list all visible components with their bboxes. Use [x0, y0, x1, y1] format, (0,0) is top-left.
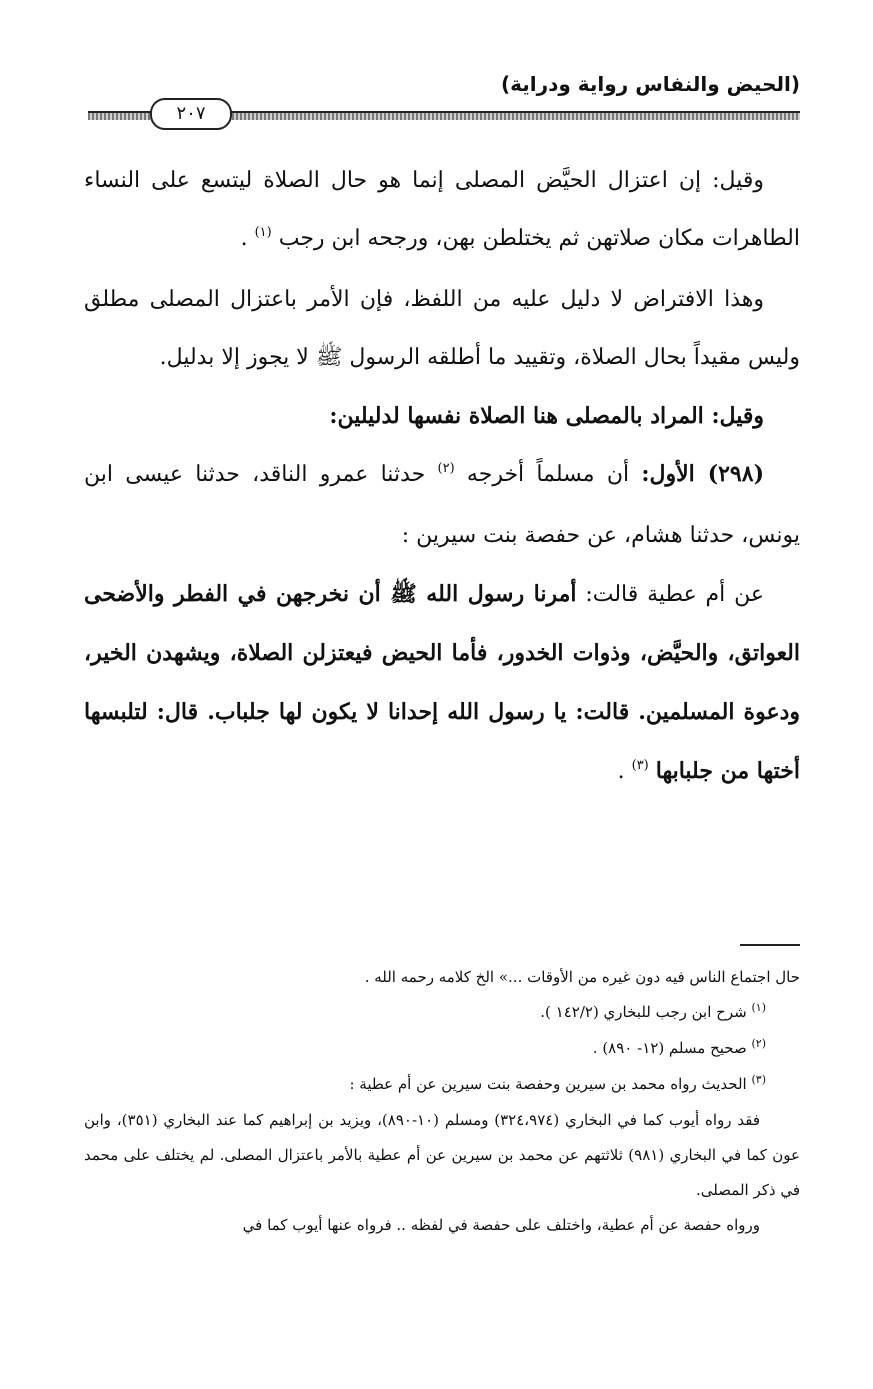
- footnote-ref-2: (٢): [437, 461, 455, 476]
- footnote-3-number: (٣): [751, 1073, 766, 1086]
- footnote-3-paragraph-2: ورواه حفصة عن أم عطية، واختلف على حفصة في لفظه .. فرواه عنها أيوب كما في: [242, 1216, 760, 1234]
- footnote-separator: [740, 944, 800, 946]
- paragraph-2: وهذا الافتراض لا دليل عليه من اللفظ، فإن الأمر باعتزال المصلى مطلق وليس مقيداً بحال الصلاة، وتقييد ما أطلقه الرسول ﷺ لا يجوز إلا بدليل.: [84, 287, 800, 370]
- footnote-2-text: صحيح مسلم (١٢- ٨٩٠) .: [592, 1039, 747, 1057]
- footnote-3-text: الحديث رواه محمد بن سيرين وحفصة بنت سيرين عن أم عطية :: [349, 1075, 747, 1093]
- footnote-1: [84, 995, 800, 1031]
- footnote-2: [84, 1031, 800, 1067]
- page-header: [88, 64, 800, 134]
- footnote-3: [84, 1067, 800, 1103]
- footnote-continuation: حال اجتماع الناس فيه دون غيره من الأوقات ...» الخ كلامه رحمه الله .: [364, 968, 800, 986]
- footnotes-section: [84, 944, 800, 1243]
- main-text: [84, 152, 800, 804]
- paragraph-4-text-b: حدثنا عمرو الناقد، حدثنا عيسى ابن يونس، حدثنا هشام، عن حفصة بنت سيرين :: [84, 462, 800, 548]
- footnote-2-number: (٢): [751, 1037, 766, 1050]
- paragraph-4-text-a: أن مسلماً أخرجه: [466, 462, 630, 487]
- page-number: ٢٠٧: [150, 98, 232, 130]
- footnote-1-number: (١): [751, 1001, 766, 1014]
- paragraph-1-text: وقيل: إن اعتزال الحيَّض المصلى إنما هو حال الصلاة ليتسع على النساء الطاهرات مكان صلاتهن ثم يختلطن بهن، ورجحه ابن رجب: [84, 168, 800, 251]
- running-title: (الحيض والنفاس رواية ودراية): [500, 72, 800, 96]
- footnote-ref-3: (٣): [631, 758, 649, 773]
- paragraph-1-end: .: [240, 226, 248, 251]
- footnote-1-text: شرح ابن رجب للبخاري (١٤٢/٢ ).: [540, 1003, 747, 1021]
- paragraph-4: [84, 445, 800, 565]
- footnote-ref-1: (١): [254, 225, 272, 240]
- hadith-intro: عن أم عطية قالت:: [585, 582, 764, 607]
- footnote-3-paragraph-1: فقد رواه أيوب كما في البخاري (٣٢٤،٩٧٤) ومسلم (١٠-٨٩٠)، ويزيد بن إبراهيم كما عند البخاري (٣٥١)، وابن عون كما في البخاري (٩٨١) ثلاثتهم عن محمد بن سيرين عن أم عطية بالأمر باعتزال المصلى. لم يختلف على محمد في ذكر المصلى.: [84, 1111, 800, 1199]
- paragraph-3-heading: وقيل: المراد بالمصلى هنا الصلاة نفسها لدليلين:: [329, 403, 764, 429]
- hadith-text: أمرنا رسول الله ﷺ أن نخرجهن في الفطر والأضحى العواتق، والحيَّض، وذوات الخدور، فأما الحيض فيعتزلن الصلاة، ويشهدن الخير، ودعوة المسلمين. قالت: يا رسول الله إحدانا لا يكون لها جلباب. قال: لتلبسها أختها من جلبابها: [84, 581, 801, 784]
- hadith-number-label: (٢٩٨) الأول:: [641, 461, 764, 487]
- paragraph-5-hadith: [84, 565, 800, 804]
- paragraph-5-end: .: [617, 759, 625, 784]
- paragraph-1: [84, 152, 800, 271]
